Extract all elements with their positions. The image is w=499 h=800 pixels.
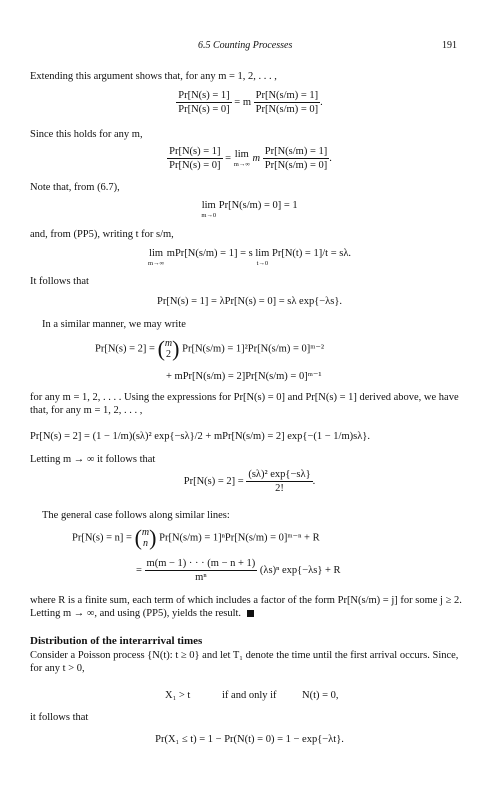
- running-header: [0, 40, 499, 54]
- paragraph-1: Extending this argument shows that, for any m = 1, 2, . . . ,: [30, 71, 277, 82]
- paragraph-8: Letting m → ∞ it follows that: [30, 454, 156, 465]
- eq4-lim2: lim: [255, 248, 270, 259]
- paragraph-12: it follows that: [30, 712, 89, 723]
- eq3-lim: lim: [201, 200, 216, 211]
- eq9-den2: mⁿ: [195, 572, 207, 583]
- eq4-lim2-sub: t→0: [256, 260, 269, 267]
- eq9-binom-bot: n: [143, 538, 149, 549]
- eq3-lim-sub: m→0: [201, 212, 217, 219]
- eq6-rhs: Pr[N(s/m) = 1]²Pr[N(s/m) = 0]ᵐ⁻²: [182, 343, 325, 355]
- eq9-tail2: (λs)ⁿ exp{−λs} + R: [259, 564, 341, 576]
- eq6-lhs: Pr[N(s) = 2] =: [95, 343, 155, 355]
- eq3-body: Pr[N(s/m) = 0] = 1: [218, 200, 298, 211]
- equation-9-line-2: [136, 558, 466, 583]
- eq1-mid: = m: [234, 96, 251, 108]
- eq6-binom-bot: 2: [166, 349, 172, 360]
- section-heading: Distribution of the interarrival times: [30, 635, 203, 647]
- eq2-lim: lim: [234, 149, 249, 160]
- eq6-binom-top: m: [164, 338, 173, 349]
- eq10-a: X₁ > t: [165, 690, 191, 701]
- eq1-num-right: Pr[N(s/m) = 1]: [255, 90, 319, 101]
- equation-1: $\frac{Pr[N(s) = 1]}{Pr[N(s) = 0]}$ = m $\frac{Pr[N(s/m) = 1]}{Pr[N(s/m) = 0]}$ .: [178, 90, 323, 115]
- paragraph-5: It follows that: [30, 276, 89, 287]
- section-title: 6.5 Counting Processes: [198, 40, 293, 51]
- paragraph-10-text: where R is a finite sum, each term of which includes a factor of the form Pr[N(s/m) = j] for some j ≥ 2. Letting m → ∞, and using (PP5), yields the result.: [30, 595, 462, 619]
- paragraph-2: Since this holds for any m,: [30, 129, 143, 140]
- equation-8: Pr[N(s) = 2] = $\frac{\text{(sλ)² exp\{−sλ\}}}{2!}$ .: [183, 469, 316, 494]
- eq2-m: m: [252, 152, 261, 164]
- paragraph-3: Note that, from (6.7),: [30, 182, 120, 193]
- eq1-den-left: Pr[N(s) = 0]: [178, 104, 230, 115]
- eq9-eq2: =: [136, 564, 142, 576]
- eq10-c: N(t) = 0,: [302, 690, 339, 701]
- paragraph-10: [30, 594, 469, 620]
- eq9-lhs: Pr[N(s) = n] =: [72, 532, 132, 544]
- page-number: 191: [442, 40, 457, 51]
- eq2-lim-sub: m→∞: [233, 161, 250, 168]
- eq1-num-left: Pr[N(s) = 1]: [178, 90, 230, 101]
- equation-2: $\frac{Pr[N(s) = 1]}{Pr[N(s) = 0]}$ = lim m→∞ m $\frac{Pr[N(s/m) = 1]}{Pr[N(s/m) = 0]}$ .: [169, 146, 332, 171]
- eq8-num: (sλ)² exp{−sλ}: [248, 469, 311, 480]
- eq2-num-left: Pr[N(s) = 1]: [169, 146, 221, 157]
- eq2-den-left: Pr[N(s) = 0]: [169, 160, 221, 171]
- paragraph-7: for any m = 1, 2, . . . . Using the expressions for Pr[N(s) = 0] and Pr[N(s) = 1] derived above, we have that, for any m = 1, 2, . . . ,: [30, 392, 459, 416]
- qed-square-icon: [247, 610, 254, 617]
- eq8-den: 2!: [275, 483, 284, 494]
- eq9-num2: m(m − 1) · · · (m − n + 1): [146, 558, 256, 569]
- equation-9: Pr[N(s) = n] = (m n) Pr[N(s/m) = 1]ⁿPr[N(s/m) = 0]ᵐ⁻ⁿ + R: [72, 525, 320, 550]
- paragraph-4: and, from (PP5), writing t for s/m,: [30, 229, 174, 240]
- equation-3: [0, 200, 499, 219]
- eq4-lim-sub: m→∞: [147, 260, 165, 267]
- eq4-tail: Pr[N(t) = 1]/t = sλ.: [271, 248, 352, 259]
- equation-6: Pr[N(s) = 2] = (m 2) Pr[N(s/m) = 1]²Pr[N(s/m) = 0]ᵐ⁻²: [95, 336, 325, 361]
- eq4-body: mPr[N(s/m) = 1] = s: [166, 248, 253, 259]
- eq9-rhs: Pr[N(s/m) = 1]ⁿPr[N(s/m) = 0]ᵐ⁻ⁿ + R: [159, 532, 320, 544]
- eq2-den-right: Pr[N(s/m) = 0]: [264, 160, 328, 171]
- equation-4: [0, 248, 499, 267]
- paragraph-6: In a similar manner, we may write: [42, 319, 186, 330]
- eq1-den-right: Pr[N(s/m) = 0]: [255, 104, 319, 115]
- equation-5: Pr[N(s) = 1] = λPr[N(s) = 0] = sλ exp{−λs}.: [156, 296, 343, 307]
- equation-6-line-2: + mPr[N(s/m) = 2]Pr[N(s/m) = 0]ᵐ⁻¹: [166, 371, 322, 382]
- eq4-lim: lim: [149, 248, 164, 259]
- eq8-lhs: Pr[N(s) = 2] =: [183, 475, 244, 487]
- eq10-b: if and only if: [222, 690, 277, 701]
- paragraph-11: Consider a Poisson process {N(t): t ≥ 0} and let T₁ denote the time until the first arrival occurs. Since, for any t > 0,: [30, 650, 459, 674]
- eq9-binom-top: m: [141, 527, 150, 538]
- paragraph-9: The general case follows along similar lines:: [42, 510, 230, 521]
- equation-7: Pr[N(s) = 2] = (1 − 1/m)(sλ)² exp{−sλ}/2 + mPr[N(s/m) = 2] exp{−(1 − 1/m)sλ}.: [30, 431, 370, 442]
- eq2-num-right: Pr[N(s/m) = 1]: [264, 146, 328, 157]
- equation-11: Pr(X₁ ≤ t) = 1 − Pr(N(t) = 0) = 1 − exp{−λt}.: [155, 734, 344, 745]
